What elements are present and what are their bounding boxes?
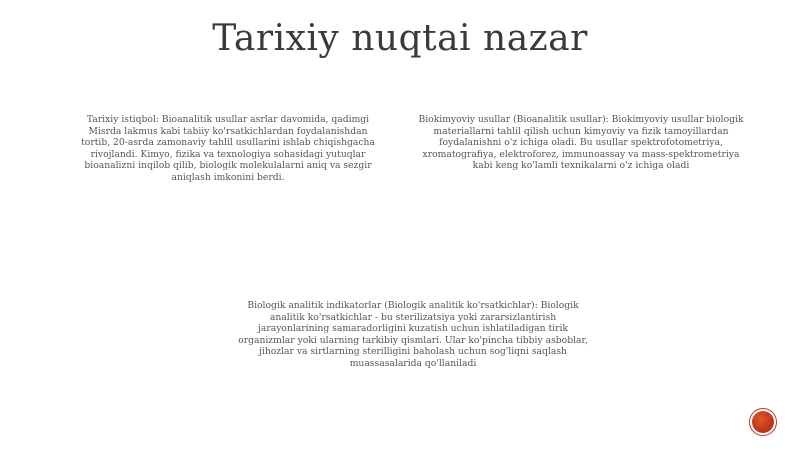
text-block-biological-indicators: Biologik analitik indikatorlar (Biologik analitik ko'rsatkichlar): Biologik analitik ko'rsatkichlar - bu sterilizatsiya yoki zararsizlantirish jarayonlarining samaradorligini kuzatish uchun ishlatiladigan tirik organizmlar yoki ularning tarkibiy qismlari. Ular ko'pincha tibbiy asboblar, jihozlar va sirtlarning sterilligini baholash uchun sog'liqni saqlash muassasalarida qo'llaniladi — [238, 300, 588, 369]
slide-nav-button[interactable] — [749, 408, 777, 436]
text-block-history: Tarixiy istiqbol: Bioanalitik usullar asrlar davomida, qadimgi Misrda lakmus kabi tabiiy ko'rsatkichlardan foydalanishdan tortib, 20-asrda zamonaviy tahlil usullarini ishlab chiqishgacha rivojlandi. Kimyo, fizika va texnologiya sohasidagi yutuqlar bioanalizni inqilob qilib, biologik molekulalarni aniq va sezgir aniqlash imkonini berdi. — [81, 114, 375, 183]
text-block-biochemical-methods: Biokimyoviy usullar (Bioanalitik usullar): Biokimyoviy usullar biologik materiallarni tahlil qilish uchun kimyoviy va fizik tamoyillardan foydalanishni o'z ichiga oladi. Bu usullar spektrofotometriya, xromatografiya, elektroforez, immunoassay va mass-spektrometriya kabi keng ko'lamli texnikalarni o'z ichiga oladi — [418, 114, 744, 171]
slide-title: Tarixiy nuqtai nazar — [212, 18, 588, 59]
circle-icon — [752, 411, 774, 433]
